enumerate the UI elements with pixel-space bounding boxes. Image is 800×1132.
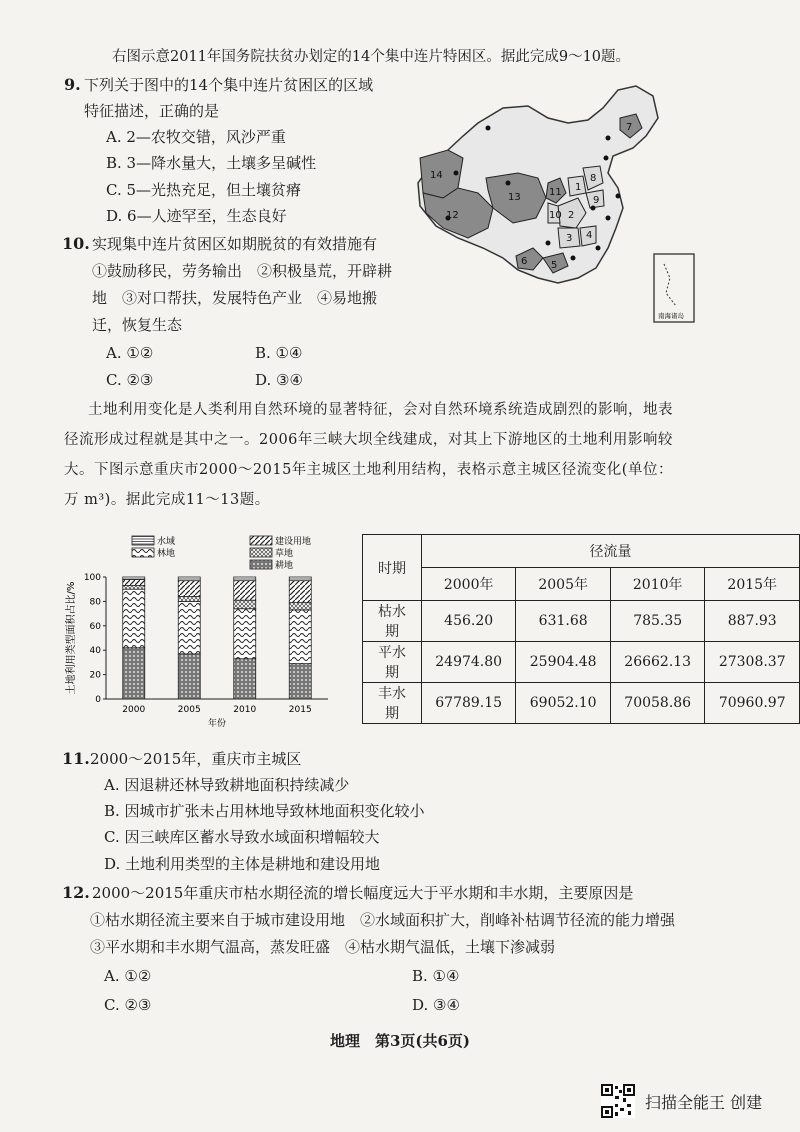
bar-segment-耕地: [234, 659, 256, 699]
region-label-3: 3: [566, 233, 573, 244]
intro-text: 右图示意2011年国务院扶贫办划定的14个集中连片特困区。据此完成9～10题。: [112, 49, 631, 65]
table-year-2015: 2015年: [705, 568, 800, 601]
q12-option-d: D. ③④: [412, 996, 460, 1014]
bar-segment-林地: [123, 589, 145, 648]
table-cell: 70058.86: [610, 683, 705, 724]
bar-segment-水域: [123, 577, 145, 579]
region-label-5: 5: [551, 260, 558, 271]
y-tick-label: 40: [89, 646, 101, 657]
table-cell: 67789.15: [421, 683, 516, 724]
para2-line2: 径流形成过程就是其中之一。2006年三峡大坝全线建成，对其上下游地区的土地利用影响较: [64, 432, 673, 448]
region-label-6: 6: [521, 256, 528, 267]
inset-label: 南海诸岛: [658, 312, 684, 320]
bar-segment-草地: [234, 600, 256, 609]
para2-line3: 大。下图示意重庆市2000～2015年主城区土地利用结构，表格示意主城区径流变化(单位：: [64, 462, 673, 478]
q12-line2: ①枯水期径流主要来自于城市建设用地 ②水域面积扩大，削峰补枯调节径流的能力增强: [90, 911, 676, 929]
legend-label: 草地: [275, 549, 294, 559]
bar-segment-建设用地: [234, 581, 256, 601]
bar-segment-水域: [289, 577, 311, 581]
bar-segment-草地: [123, 586, 145, 590]
table-period-wet: 丰水期: [363, 683, 422, 724]
q12-number: 12.: [62, 883, 90, 902]
region-label-11: 11: [549, 187, 562, 198]
table-period-normal: 平水期: [363, 642, 422, 683]
q9-option-a: A. 2—农牧交错，风沙严重: [106, 128, 286, 146]
runoff-table: [362, 534, 800, 724]
q11-option-d: D. 土地利用类型的主体是耕地和建设用地: [104, 855, 381, 873]
q11-option-b: B. 因城市扩张未占用林地导致林地面积变化较小: [104, 802, 425, 820]
y-tick-label: 20: [89, 670, 101, 681]
q9-option-b: B. 3—降水量大，土壤多呈碱性: [106, 154, 317, 172]
table-cell: 70960.97: [705, 683, 800, 724]
land-use-chart: [60, 530, 335, 740]
region-label-9: 9: [593, 195, 600, 206]
bar-segment-水域: [178, 577, 200, 581]
bar-segment-耕地: [178, 654, 200, 699]
legend-label: 建设用地: [275, 537, 312, 547]
q10-stem-line3: 地 ③对口帮扶，发展特色产业 ④易地搬: [92, 289, 378, 307]
legend-swatch: [132, 536, 154, 545]
table-year-2000: 2000年: [421, 568, 516, 601]
y-tick-label: 80: [89, 597, 101, 608]
q12-option-c: C. ②③: [104, 996, 152, 1014]
table-cell: 456.20: [421, 601, 516, 642]
region-label-10: 10: [549, 210, 562, 221]
region-label-1: 1: [575, 182, 582, 193]
y-tick-label: 100: [83, 573, 101, 583]
table-row: [363, 642, 800, 683]
table-cell: 785.35: [610, 601, 705, 642]
bar-segment-耕地: [123, 648, 145, 699]
region-label-7: 7: [626, 122, 633, 133]
y-tick-label: 60: [89, 621, 101, 632]
table-cell: 26662.13: [610, 642, 705, 683]
q11-number: 11.: [62, 749, 90, 768]
scanner-watermark: 扫描全能王 创建: [645, 1093, 763, 1112]
x-tick-label: 2005: [177, 705, 201, 715]
region-label-14: 14: [430, 170, 443, 181]
bar-segment-水域: [234, 577, 256, 581]
q10-option-a: A. ①②: [106, 344, 154, 362]
table-cell: 69052.10: [516, 683, 611, 724]
legend-swatch: [250, 536, 272, 545]
q12-line3: ③平水期和丰水期气温高，蒸发旺盛 ④枯水期气温低，土壤下渗减弱: [90, 938, 556, 956]
region-label-13: 13: [508, 192, 521, 203]
bar-segment-建设用地: [178, 581, 200, 597]
para2-line4: 万 m³)。据此完成11～13题。: [64, 492, 270, 508]
table-cell: 887.93: [705, 601, 800, 642]
para2-line1: 土地利用变化是人类利用自然环境的显著特征，会对自然环境系统造成剧烈的影响，地表: [88, 402, 673, 418]
table-year-2010: 2010年: [610, 568, 705, 601]
table-header-runoff: 径流量: [421, 535, 799, 568]
table-cell: 631.68: [516, 601, 611, 642]
q10-option-d: D. ③④: [255, 371, 303, 389]
x-tick-label: 2010: [233, 705, 257, 715]
q9-option-c: C. 5—光热充足，但土壤贫瘠: [106, 181, 302, 199]
q9-stem-line2: 特征描述，正确的是: [84, 102, 220, 120]
chart-xlabel: 年份: [207, 719, 227, 729]
page-footer: 地理 第3页(共6页): [329, 1032, 471, 1050]
table-row: [363, 683, 800, 724]
table-row: [363, 601, 800, 642]
bar-segment-林地: [289, 610, 311, 664]
q9-option-d: D. 6—人迹罕至，生态良好: [106, 207, 287, 225]
bar-segment-林地: [234, 609, 256, 659]
table-cell: 25904.48: [516, 642, 611, 683]
legend-swatch: [250, 560, 272, 569]
bar-segment-林地: [178, 601, 200, 653]
chart-ylabel: 土地利用类型面积占比/%: [66, 581, 77, 695]
region-label-4: 4: [586, 230, 593, 241]
bar-segment-草地: [178, 597, 200, 602]
q12-option-a: A. ①②: [104, 967, 152, 985]
bar-segment-建设用地: [123, 579, 145, 585]
table-cell: 24974.80: [421, 642, 516, 683]
region-label-2: 2: [568, 210, 575, 221]
q12-stem: 2000～2015年重庆市枯水期径流的增长幅度远大于平水期和丰水期，主要原因是: [92, 884, 634, 902]
q10-number: 10.: [62, 234, 90, 253]
legend-swatch: [132, 548, 154, 557]
q10-stem-line4: 迁，恢复生态: [92, 316, 183, 334]
region-label-8: 8: [590, 173, 597, 184]
x-tick-label: 2015: [288, 705, 312, 715]
legend-swatch: [250, 548, 272, 557]
q9-number: 9.: [64, 75, 81, 94]
legend-label: 水域: [157, 537, 176, 547]
region-label-12: 12: [446, 210, 459, 221]
table-period-dry: 枯水期: [363, 601, 422, 642]
q10-option-c: C. ②③: [106, 371, 154, 389]
q10-option-b: B. ①④: [255, 344, 303, 362]
table-year-2005: 2005年: [516, 568, 611, 601]
q12-option-b: B. ①④: [412, 967, 460, 985]
q9-stem-line1: 下列关于图中的14个集中连片贫困区的区域: [84, 76, 374, 94]
q10-stem-line2: ①鼓励移民，劳务输出 ②积极垦荒，开辟耕: [92, 262, 393, 280]
bar-segment-建设用地: [289, 581, 311, 603]
bar-segment-耕地: [289, 664, 311, 699]
table-header-period: 时期: [363, 535, 422, 601]
q11-stem: 2000～2015年，重庆市主城区: [90, 750, 302, 768]
q11-option-c: C. 因三峡库区蓄水导致水域面积增幅较大: [104, 828, 380, 846]
legend-label: 耕地: [275, 561, 294, 571]
qr-code-icon: [601, 1084, 635, 1118]
china-poverty-map: [408, 78, 698, 328]
bar-segment-草地: [289, 603, 311, 610]
legend-label: 林地: [157, 549, 176, 559]
q11-option-a: A. 因退耕还林导致耕地面积持续减少: [104, 776, 350, 794]
table-cell: 27308.37: [705, 642, 800, 683]
y-tick-label: 0: [95, 695, 101, 705]
x-tick-label: 2000: [122, 705, 146, 715]
q10-stem-line1: 实现集中连片贫困区如期脱贫的有效措施有: [92, 235, 378, 253]
